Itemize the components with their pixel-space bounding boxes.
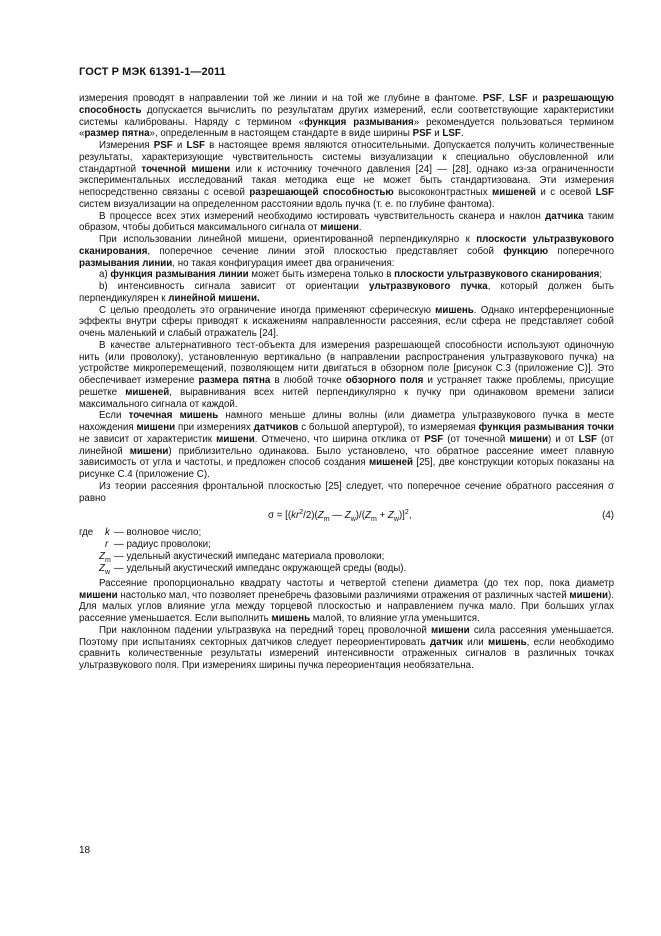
page-number: 18 (79, 845, 91, 856)
text-run: Если (99, 410, 129, 422)
bold-term: мишени (431, 624, 470, 636)
definition-text: — волновое число; (114, 527, 202, 539)
text-run: измерения проводят в направлении той же линии и на той же глубине в фантоме. (79, 93, 483, 104)
text-run: », определенным в настоящем стандарте в виде ширины (149, 128, 413, 140)
text-run: не зависит от характеристик (79, 433, 217, 445)
bold-term: функцию (503, 245, 549, 257)
formula-expression: $\sigma = [(kr^2/2)(Z_m$ — $Z_w)/(Z_m + Z_w)]^2$, (268, 509, 412, 524)
text-run: в любой точке (270, 375, 346, 386)
bold-term: разрешающую способность (79, 93, 614, 116)
text-run: В качестве альтернативного тест-объекта для измерения разрешающей способности используют одиночную нить (или проволоку), установленную вертикально (в направлении распространения ультразвукового пучка) на устройстве микроперемещений, позволяющем нити двигаться в обзорном поле [рисунок С.3 (приложение С)]. Это обеспечивает измерение (79, 339, 614, 386)
bold-term: PSF (482, 93, 502, 104)
text-run: или (462, 636, 488, 648)
where-label: где (79, 527, 94, 539)
bold-term: линейной мишени. (168, 292, 260, 304)
bold-term: ультразвукового пучка (369, 281, 488, 292)
text-run: . (358, 222, 362, 234)
text-run: Из теории рассеяния фронтальной плоскостью [25] следует, что поперечное сечение обратного рассеяния σ равно (79, 480, 614, 504)
bold-term: датчиков (253, 422, 299, 433)
text-run: (от линейной (79, 433, 614, 457)
paragraph (79, 410, 614, 481)
bold-term: PSF (412, 128, 432, 140)
text-run: ) приблизительно одинакова. Было установлено, что обратное рассеяние имеет плавную зависимость от угла и частоты, и предложен способ создания (79, 445, 614, 469)
paragraph (79, 578, 614, 625)
text-run: b) интенсивность сигнала зависит от ориентации (99, 281, 370, 292)
bold-term: функция размывания линии (110, 269, 249, 281)
text-run: а) (99, 269, 111, 281)
symbol: $Z_m$ (99, 551, 111, 564)
paragraph (79, 93, 614, 140)
text-run: Измерения (99, 140, 154, 151)
text-run: и (431, 128, 443, 140)
bold-term: мишень (435, 304, 474, 316)
bold-term: мишени (79, 589, 118, 601)
text-run: и (527, 93, 543, 104)
definition-text: — удельный акустический импеданс окружающей среды (воды). (114, 562, 407, 574)
bold-term: LSF (186, 140, 205, 151)
symbol-definitions (79, 527, 614, 575)
text-run: может быть измерена только в (248, 269, 395, 281)
bold-term: точечной мишени (141, 163, 231, 175)
bold-term: функция размывания (304, 116, 414, 128)
text-run: При использовании линейной мишени, ориентированной перпендикулярно к (99, 234, 477, 245)
bold-term: LSF (595, 187, 614, 198)
list-item-b (79, 281, 614, 305)
text-run: таким образом, чтобы добиться максимального сигнала от (79, 210, 614, 234)
bold-term: мишени (509, 433, 549, 445)
definition-row (79, 551, 614, 563)
text-run: . Отмечено, что ширина отклика от (254, 433, 425, 445)
paragraph (79, 140, 614, 211)
text-run: Рассеяние пропорционально квадрату частоты и четвертой степени диаметра (до тех пор, пока диаметр (99, 577, 614, 589)
definition-text: — радиус проволоки; (114, 539, 211, 551)
paragraph (79, 481, 614, 505)
text-run: » рекомендуется пользоваться термином « (79, 116, 614, 140)
paragraph (79, 305, 614, 340)
bold-term: мишени (136, 422, 176, 433)
text-run: (от точечной (443, 433, 510, 445)
text-run: В процессе всех этих измерений необходимо юстировать чувствительность сканера и наклон (99, 210, 546, 222)
definition-row (79, 527, 614, 539)
definition-text: — удельный акустический импеданс материала проволоки; (114, 551, 385, 563)
bold-term: датчика (545, 210, 584, 222)
symbol: r (105, 539, 109, 551)
paragraph (79, 234, 614, 269)
text-run: , который должен быть перпендикулярен к (79, 281, 614, 304)
bold-term: плоскости ультразвукового сканирования (394, 269, 600, 281)
text-run: , поперечное сечение линии этой плоскостью представляет собой (147, 245, 504, 257)
bold-term: плоскости ультразвукового сканирования (79, 234, 614, 257)
document-header: ГОСТ Р МЭК 61391-1—2011 (79, 66, 226, 78)
bold-term: размывания линии (79, 257, 173, 269)
text-run: допускается вычислить по результатам других измерений, если соответствующие характеристики системы калиброваны. Наряду с термином « (79, 104, 614, 128)
text-run: , но такая конфигурация имеет два ограничения: (172, 257, 395, 269)
bold-term: мишени (569, 589, 609, 601)
text-run: с большой апертурой), то измеряемая (298, 422, 479, 433)
paragraph (79, 211, 614, 235)
bold-term: функция размывания точки (478, 422, 614, 433)
bold-term: мишеней (491, 187, 537, 198)
text-run: ). Для малых углов влияние угла между торцевой плоскостью и направлением пучка мало. При больших углах рассеяние уменьшается. Если выполнить (79, 589, 614, 625)
bold-term: размера пятна (198, 375, 271, 386)
text-run: и (172, 140, 187, 151)
text-run: При наклонном падении ультразвука на передний торец проволочной (99, 624, 431, 636)
text-run: , выравнивания всех нитей перпендикулярно к пучку при одинаковом времени записи максимального сигнала от каждой. (79, 386, 614, 410)
text-run: настолько мал, что позволяет пренебречь фазовыми различиями отражения от различных частей (117, 589, 570, 601)
bold-term: PSF (424, 433, 444, 445)
text-run: ) и от (548, 433, 579, 445)
text-run: ; (599, 269, 602, 281)
text-run: в настоящее время являются относительными. Допускается получить количественные результаты, характеризующие чувствительность системы визуализации к специально обусловленной или стандартной (79, 140, 614, 175)
text-run: систем визуализации на определенном расстоянии вдоль пучка (т. е. по глубине фантома). (79, 198, 495, 210)
bold-term: обзорного поля (345, 375, 424, 386)
text-run: С целью преодолеть это ограничение иногда применяют сферическую (99, 304, 436, 316)
bold-term: мишень (487, 636, 527, 648)
definition-row (79, 539, 614, 551)
definition-row (79, 563, 614, 575)
text-run: намного меньше длины волны (или диаметра ультразвукового пучка в месте нахождения (79, 410, 614, 433)
text-run: при измерениях (175, 422, 254, 433)
paragraph (79, 340, 614, 411)
text-run: . Однако интерференционные эффекты внутри сферы приводят к искажениям направленности рассеяния, если сфера не представляет собой очень маленький и слабый отражатель [24]. (79, 304, 614, 339)
bold-term: датчик (429, 636, 463, 648)
text-run: и с осевой (536, 187, 596, 198)
bold-term: LSF (442, 128, 461, 140)
formula-4 (79, 509, 614, 523)
bold-term: мишени (320, 222, 359, 234)
text-run: или к источнику точечного давления [24] — [28], однако из-за ограниченности экспериментальных исследований такая методика еще не может быть стандартизована. Эти измерения непосредственно связаны с осевой (79, 163, 614, 198)
bold-term: PSF (153, 140, 173, 151)
bold-term: точечная мишень (128, 410, 219, 422)
bold-term: LSF (578, 433, 597, 445)
bold-term: разрешающей способностью (249, 187, 394, 198)
text-run: высококонтрастных (393, 187, 492, 198)
symbol: $Z_w$ (99, 562, 111, 576)
text-run: и устраняет также проблемы, присущие решетке (79, 375, 614, 398)
bold-term: мишеней (368, 457, 414, 469)
bold-term: размер пятна (84, 128, 150, 140)
page-content (79, 93, 614, 672)
text-run: , (501, 93, 510, 104)
text-run: . (460, 128, 464, 140)
text-run: сила рассеяния уменьшается. Поэтому при испытаниях секторных датчиков следует переориентировать (79, 624, 614, 648)
list-item-a (79, 269, 614, 281)
text-run: малой, то влияние угла уменьшится. (310, 613, 480, 625)
text-run: поперечного (548, 245, 614, 257)
formula-number: (4) (602, 510, 614, 522)
bold-term: мишени (216, 433, 255, 445)
bold-term: мишеней (125, 386, 170, 398)
bold-term: мишени (129, 445, 169, 457)
text-run: , если необходимо сравнить количественные результаты измерений интенсивности отраженных сигналов в различных точках ультразвукового поля. При измерениях ширины пучка переориентация необязательна. (79, 636, 614, 672)
paragraph (79, 625, 614, 672)
symbol: k (105, 527, 110, 539)
text-run: [25], две конструкции которых показаны на рисунке С.4 (приложение С). (79, 457, 614, 480)
bold-term: LSF (509, 93, 528, 104)
bold-term: мишень (271, 613, 311, 625)
